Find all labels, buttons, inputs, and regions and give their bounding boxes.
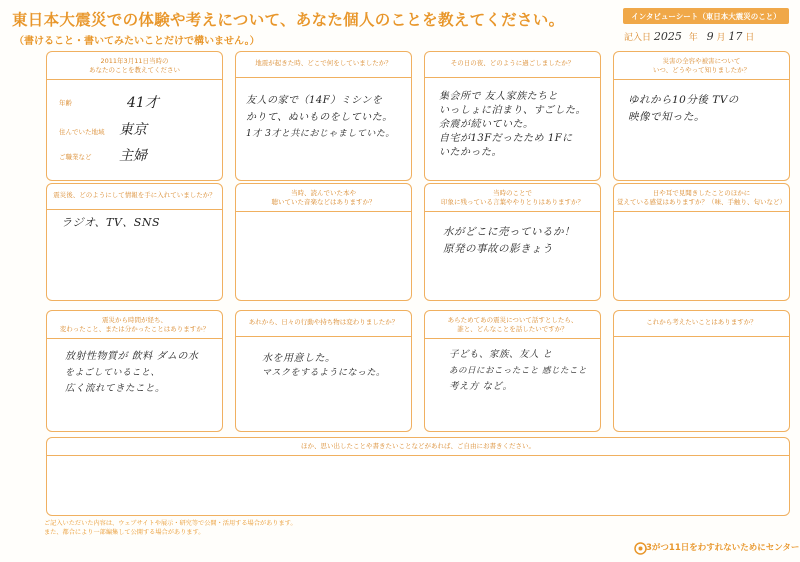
- answer-text: [449, 347, 587, 395]
- answer-line: 水を用意した。: [262, 353, 336, 364]
- q-earthquake-time: [235, 51, 412, 181]
- question-line: あれから、日々の行動や持ち物は変わりましたか？: [248, 318, 399, 326]
- question-header: [614, 311, 789, 337]
- date-label: 記入日: [624, 33, 652, 43]
- answer-line: 余震が続いていた。: [439, 119, 534, 130]
- answer-line: をよごしていること、: [65, 368, 161, 378]
- q-daily-actions: [235, 310, 412, 432]
- q-learned-damage: [613, 51, 790, 181]
- free-question: ほか、思い出したことや書きたいことなどがあれば、ご自由にお書きください。: [47, 438, 789, 456]
- question-line: 震災から時間が経ち、: [102, 316, 167, 324]
- answer-line: かりて、ぬいものをしていた。: [246, 112, 393, 123]
- age-value: 41才: [127, 95, 159, 111]
- question-header: [425, 184, 600, 212]
- q-that-night: [424, 51, 601, 181]
- question-line: 誰と、どんなことを話したいですか？: [457, 325, 568, 333]
- answer-text: [443, 224, 575, 258]
- answer-line: いたかった。: [439, 147, 502, 158]
- year-unit: 年: [688, 33, 698, 43]
- note-line: また、都合により一部編集して公開する場合があります。: [44, 529, 205, 536]
- answer-line: 映像で知った。: [628, 111, 705, 123]
- q-changes: [46, 310, 223, 432]
- question-line: その日の夜、どのように過ごしましたか？: [450, 59, 575, 67]
- area-value: 東京: [119, 122, 147, 138]
- answer-text: [65, 349, 198, 397]
- question-line: あらためてあの震災について話すとしたら、: [447, 316, 578, 324]
- q-memorable-words: [424, 183, 601, 301]
- organization-name: 3がつ11日をわすれないためにセンター: [646, 543, 800, 553]
- question-line: 災害の全容や被害について: [662, 57, 741, 65]
- answer-line: 水がどこに売っているか！: [443, 226, 575, 238]
- job-value: 主婦: [119, 148, 147, 164]
- answer-text: [439, 90, 586, 160]
- question-line: 覚えている感覚はありますか？（味、手触り、匂いなど）: [617, 198, 786, 206]
- q-information: [46, 183, 223, 301]
- question-header: [425, 52, 600, 78]
- question-header: [425, 311, 600, 339]
- question-header: [47, 311, 222, 339]
- month-unit: 月: [716, 33, 726, 43]
- answer-text: [628, 92, 739, 126]
- question-header: [47, 184, 222, 210]
- page-subtitle: （書けること・書いてみたいことだけで構いません。）: [14, 36, 260, 47]
- answer-line: 原発の事故の影きょう: [443, 243, 553, 255]
- question-header: [614, 184, 789, 212]
- answer-text: [262, 351, 386, 381]
- date-year: 2025: [653, 30, 682, 43]
- answer-line: 子ども、家族、友人 と: [449, 349, 553, 360]
- question-line: これから考えたいことはありますか？: [646, 318, 757, 326]
- question-line: 震災後、どのようにして情報を手に入れていましたか？: [53, 191, 216, 199]
- date-month: 9: [706, 30, 714, 43]
- question-line: 地震が起きた時、どこで何をしていましたか？: [255, 59, 392, 67]
- free-comment-box: [46, 437, 790, 516]
- question-line: 変わったこと、または分かったことはありますか？: [59, 325, 210, 333]
- question-line: 2011年3月11日当時の: [100, 57, 169, 65]
- page-title: 東日本大震災での体験や考えについて、あなた個人のことを教えてください。: [12, 11, 565, 29]
- q-senses: [613, 183, 790, 301]
- answer-line: 自宅が13Fだったため 1Fに: [439, 133, 573, 144]
- answer-text: [246, 92, 395, 143]
- question-line: いつ、どうやって知りましたか？: [652, 66, 751, 74]
- area-label: 住んでいた地域: [59, 128, 105, 136]
- age-label: 年齢: [59, 99, 72, 107]
- note-line: ご記入いただいた内容は、ウェブサイトや展示・研究等で公開・活用する場合があります。: [44, 520, 297, 527]
- profile-question: [47, 52, 222, 80]
- question-line: 当時のことで: [493, 189, 532, 197]
- answer-line: 集会所で 友人家族たちと: [439, 91, 559, 102]
- date-row: [624, 30, 790, 44]
- footer-note: [44, 519, 297, 537]
- question-header: [236, 184, 411, 212]
- question-header: [614, 52, 789, 80]
- question-line: 印象に残っている言葉ややりとりはありますか？: [441, 198, 584, 206]
- answer-line: 友人の家で（14F）ミシンを: [246, 95, 383, 106]
- day-unit: 日: [745, 33, 755, 43]
- question-header: [236, 52, 411, 78]
- q-books-music: [235, 183, 412, 301]
- sheet-tag: インタビューシート（東日本大震災のこと）: [623, 8, 789, 24]
- answer-line: ゆれから10分後 TVの: [628, 94, 739, 106]
- answer-line: いっしょに泊まり、すごした。: [439, 105, 586, 116]
- question-line: 聴いていた音楽などはありますか？: [271, 198, 376, 206]
- answer-line: 考え方 など。: [449, 381, 513, 392]
- q-future-thoughts: [613, 310, 790, 432]
- answer-line: マスクをするようになった。: [262, 368, 386, 378]
- answer-line: あの日におこったこと 感じたこと: [449, 366, 588, 376]
- question-line: 当時、読んでいた本や: [291, 189, 356, 197]
- answer-line: 広く流れてきたこと。: [65, 383, 166, 394]
- answer-text: [61, 214, 160, 230]
- profile-box: [46, 51, 223, 181]
- answer-line: 1才 3才と共におじゃましていた。: [246, 129, 395, 139]
- question-line: あなたのことを教えてください: [89, 66, 180, 74]
- job-label: ご職業など: [59, 153, 92, 161]
- answer-line: 放射性物質が 飲料 ダムの水: [65, 351, 199, 362]
- question-line: 日や耳で見聞きしたことのほかに: [652, 189, 751, 197]
- question-header: [236, 311, 411, 337]
- q-talk-with: [424, 310, 601, 432]
- date-day: 17: [728, 30, 743, 43]
- answer-line: ラジオ、TV、SNS: [61, 216, 160, 229]
